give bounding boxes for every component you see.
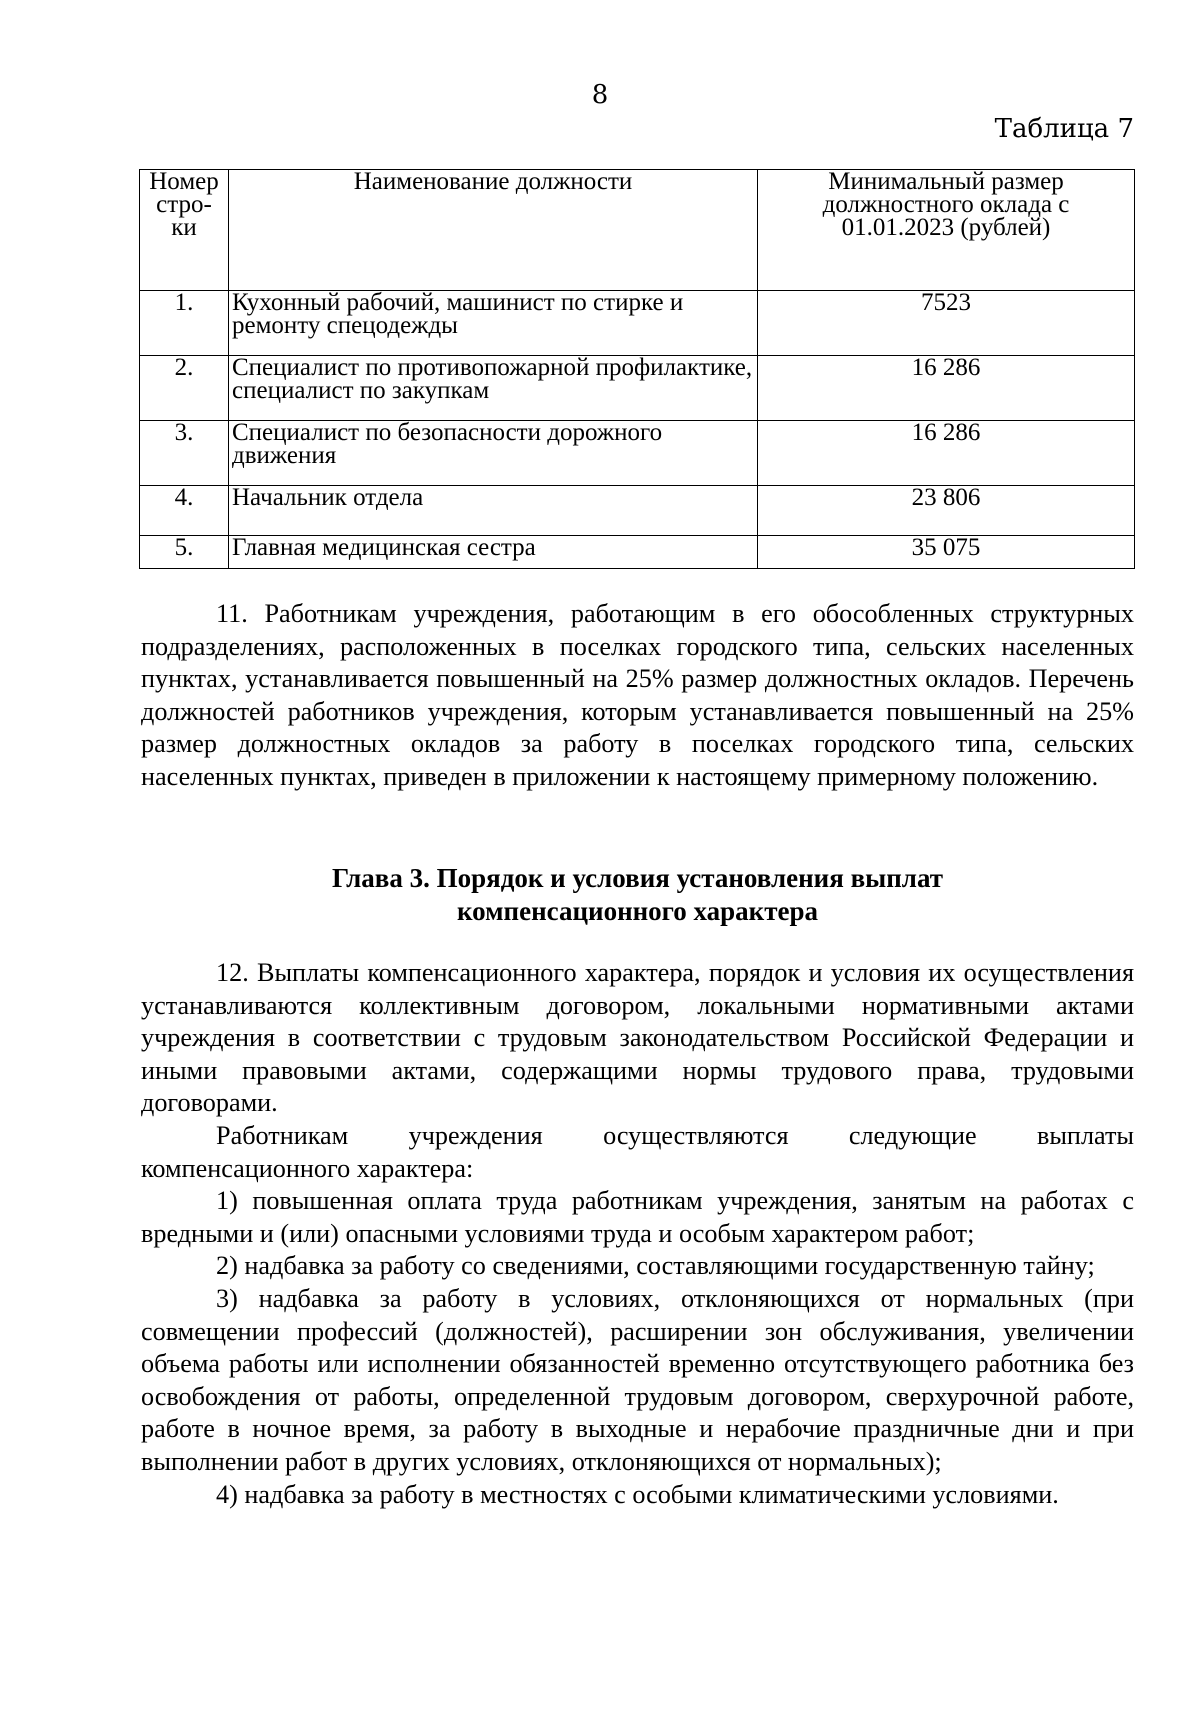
min-salary: 35 075 <box>758 536 1135 569</box>
min-salary: 16 286 <box>758 421 1135 486</box>
list-item: 2) надбавка за работу со сведениями, составляющими государственную тайну; <box>216 1251 1095 1281</box>
list-item: 1) повышенная оплата труда работникам учреждения, занятым на работах с вредными и (или) опасными условиями труда и особым характером работ; <box>141 1186 1134 1248</box>
min-salary: 23 806 <box>758 486 1135 536</box>
min-salary: 16 286 <box>758 356 1135 421</box>
table-row <box>140 536 1135 569</box>
page-number: 8 <box>591 80 609 110</box>
table-row <box>140 486 1135 536</box>
position-name: Специалист по противопожарной профилактике, специалист по закупкам <box>229 356 758 421</box>
table-header-row <box>140 170 1135 291</box>
header-min-salary: Минимальный размер должностного оклада с 01.01.2023 (рублей) <box>758 170 1135 291</box>
paragraph-11: 11. Работникам учреждения, работающим в его обособленных структурных подразделениях, расположенных в поселках городского типа, сельских населенных пунктах, устанавливается повышенный на 25% размер должностных окладов. Перечень должностей работников учреждения, которым устанавливается повышенный на 25% размер должностных окладов за работу в поселках городского типа, сельских населенных пунктах, приведен в приложении к настоящему примерному положению. <box>141 599 1134 791</box>
row-number: 2. <box>140 356 229 421</box>
row-number: 1. <box>140 291 229 356</box>
table-caption: Таблица 7 <box>994 114 1134 144</box>
chapter-3-body <box>141 957 1134 1511</box>
position-name: Главная медицинская сестра <box>229 536 758 569</box>
list-item: 3) надбавка за работу в условиях, отклоняющихся от нормальных (при совмещении профессий (должностей), расширении зон обслуживания, увеличении объема работы или исполнении обязанностей временно отсутствующего работника без освобождения от работы, определенной трудовым договором, сверхурочной работе, работе в ночное время, за работу в выходные и нерабочие праздничные дни и при выполнении работ в других условиях, отклоняющихся от нормальных); <box>141 1283 1134 1476</box>
chapter-heading-line1: Глава 3. Порядок и условия установления выплат <box>331 863 944 893</box>
chapter-heading <box>141 862 1134 928</box>
paragraph-12: 12. Выплаты компенсационного характера, порядок и условия их осуществления устанавливаются коллективным договором, локальными нормативными актами учреждения в соответствии с трудовым законодательством Российской Федерации и иными правовыми актами, содержащими нормы трудового права, трудовыми договорами. <box>141 958 1134 1118</box>
position-name: Начальник отдела <box>229 486 758 536</box>
list-item: 4) надбавка за работу в местностях с особыми климатическими условиями. <box>216 1479 1059 1509</box>
header-position-name: Наименование должности <box>229 170 758 291</box>
min-salary: 7523 <box>758 291 1135 356</box>
paragraph-intro: Работникам учреждения осуществляются следующие выплаты компенсационного характера: <box>141 1120 1134 1183</box>
position-name: Кухонный рабочий, машинист по стирке и ремонту спецодежды <box>229 291 758 356</box>
header-row-number: Номер стро- ки <box>140 170 229 291</box>
table-row <box>140 421 1135 486</box>
position-name: Специалист по безопасности дорожного движения <box>229 421 758 486</box>
salary-table <box>139 169 1135 569</box>
chapter-heading-line2: компенсационного характера <box>456 896 819 926</box>
table-row <box>140 291 1135 356</box>
row-number: 5. <box>140 536 229 569</box>
row-number: 4. <box>140 486 229 536</box>
table-row <box>140 356 1135 421</box>
row-number: 3. <box>140 421 229 486</box>
paragraph-11-block <box>141 598 1134 794</box>
